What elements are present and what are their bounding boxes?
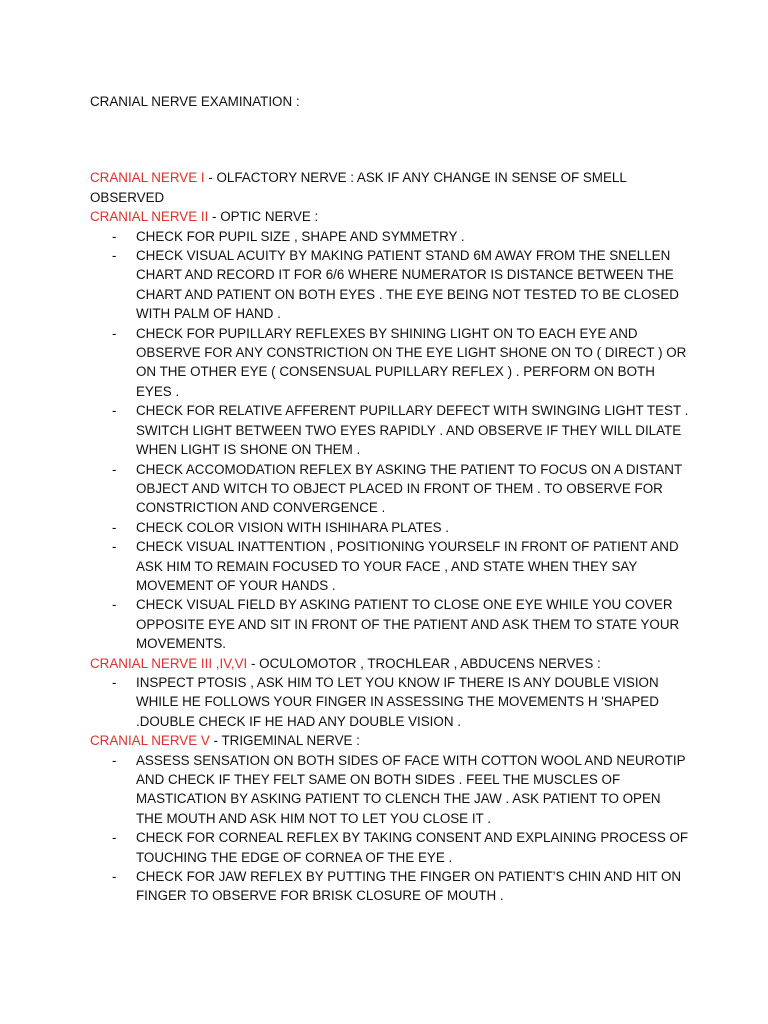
list-item	[90, 246, 690, 324]
list-item-text: ASSESS SENSATION ON BOTH SIDES OF FACE WITH COTTON WOOL AND NEUROTIP AND CHECK IF THEY FELT SAME ON BOTH SIDES . FEEL THE MUSCLES OF MASTICATION BY ASKING PATIENT TO CLENCH THE JAW . ASK PATIENT TO OPEN THE MOUTH AND ASK HIM NOT TO LET YOU CLOSE IT .	[136, 752, 686, 826]
dash-bullet: -	[112, 597, 117, 613]
list-item	[90, 867, 690, 906]
document-page	[90, 92, 690, 906]
list-item-text: CHECK VISUAL FIELD BY ASKING PATIENT TO CLOSE ONE EYE WHILE YOU COVER OPPOSITE EYE AND SIT IN FRONT OF THE PATIENT AND ASK THEM TO STATE YOUR MOVEMENTS.	[136, 597, 680, 652]
section-cranial-nerve-1	[90, 168, 690, 207]
list-item	[90, 324, 690, 402]
dash-bullet: -	[112, 325, 117, 341]
list-item-text: CHECK FOR JAW REFLEX BY PUTTING THE FINGER ON PATIENT’S CHIN AND HIT ON FINGER TO OBSERVE FOR BRISK CLOSURE OF MOUTH .	[136, 869, 682, 904]
list-item-text: INSPECT PTOSIS , ASK HIM TO LET YOU KNOW IF THERE IS ANY DOUBLE VISION WHILE HE FOLLOWS YOUR FINGER IN ASSESSING THE MOVEMENTS H 'SHAPED .DOUBLE CHECK IF HE HAD ANY DOUBLE VISION .	[136, 674, 659, 729]
list-item	[90, 673, 690, 731]
dash-bullet: -	[112, 248, 117, 264]
list-item	[90, 401, 690, 459]
section-label: CRANIAL NERVE II	[90, 209, 209, 225]
list-item-text: CHECK FOR PUPIL SIZE , SHAPE AND SYMMETRY .	[136, 228, 465, 244]
list-item-text: CHECK COLOR VISION WITH ISHIHARA PLATES .	[136, 519, 449, 535]
dash-bullet: -	[112, 752, 117, 768]
section-label: CRANIAL NERVE III ,IV,VI	[90, 655, 248, 671]
oculomotor-list	[90, 673, 690, 731]
section-text: - TRIGEMINAL NERVE :	[209, 733, 360, 749]
list-item	[90, 518, 690, 537]
dash-bullet: -	[112, 869, 117, 885]
dash-bullet: -	[112, 539, 117, 555]
dash-bullet: -	[112, 461, 117, 477]
section-cranial-nerve-2	[90, 207, 690, 226]
section-text: - OCULOMOTOR , TROCHLEAR , ABDUCENS NERVES :	[247, 655, 601, 671]
list-item	[90, 595, 690, 653]
section-text: - OPTIC NERVE :	[208, 209, 319, 225]
list-item	[90, 227, 690, 246]
section-text: - OLFACTORY NERVE : ASK IF ANY CHANGE IN SENSE OF SMELL OBSERVED	[90, 170, 627, 205]
section-cranial-nerve-5	[90, 731, 690, 750]
list-item	[90, 460, 690, 518]
list-item-text: CHECK VISUAL INATTENTION , POSITIONING YOURSELF IN FRONT OF PATIENT AND ASK HIM TO REMAIN FOCUSED TO YOUR FACE , AND STATE WHEN THEY SAY MOVEMENT OF YOUR HANDS .	[136, 539, 679, 593]
list-item-text: CHECK FOR CORNEAL REFLEX BY TAKING CONSENT AND EXPLAINING PROCESS OF TOUCHING THE EDGE OF CORNEA OF THE EYE .	[136, 830, 689, 865]
dash-bullet: -	[112, 228, 117, 244]
list-item-text: CHECK ACCOMODATION REFLEX BY ASKING THE PATIENT TO FOCUS ON A DISTANT OBJECT AND WITCH TO OBJECT PLACED IN FRONT OF THEM . TO OBSERVE FOR CONSTRICTION AND CONVERGENCE .	[136, 461, 682, 516]
trigeminal-list	[90, 751, 690, 906]
list-item-text: CHECK VISUAL ACUITY BY MAKING PATIENT STAND 6M AWAY FROM THE SNELLEN CHART AND RECORD IT FOR 6/6 WHERE NUMERATOR IS DISTANCE BETWEEN THE CHART AND PATIENT ON BOTH EYES . THE EYE BEING NOT TESTED TO BE CLOSED WITH PALM OF HAND .	[136, 248, 679, 322]
section-label: CRANIAL NERVE I	[90, 170, 205, 186]
list-item-text: CHECK FOR RELATIVE AFFERENT PUPILLARY DEFECT WITH SWINGING LIGHT TEST . SWITCH LIGHT BETWEEN TWO EYES RAPIDLY . AND OBSERVE IF THEY WILL DILATE WHEN LIGHT IS SHONE ON THEM .	[136, 403, 689, 458]
section-cranial-nerve-3-4-6	[90, 654, 690, 673]
dash-bullet: -	[112, 830, 117, 846]
section-label: CRANIAL NERVE V	[90, 733, 210, 749]
document-title: CRANIAL NERVE EXAMINATION :	[90, 94, 300, 109]
dash-bullet: -	[112, 674, 117, 690]
list-item	[90, 751, 690, 829]
dash-bullet: -	[112, 519, 117, 535]
dash-bullet: -	[112, 403, 117, 419]
list-item-text: CHECK FOR PUPILLARY REFLEXES BY SHINING LIGHT ON TO EACH EYE AND OBSERVE FOR ANY CONSTRICTION ON THE EYE LIGHT SHONE ON TO ( DIRECT ) OR ON THE OTHER EYE ( CONSENSUAL PUPILLARY REFLEX ) . PERFORM ON BOTH EYES .	[136, 325, 687, 399]
optic-nerve-list	[90, 227, 690, 654]
list-item	[90, 828, 690, 867]
list-item	[90, 537, 690, 595]
